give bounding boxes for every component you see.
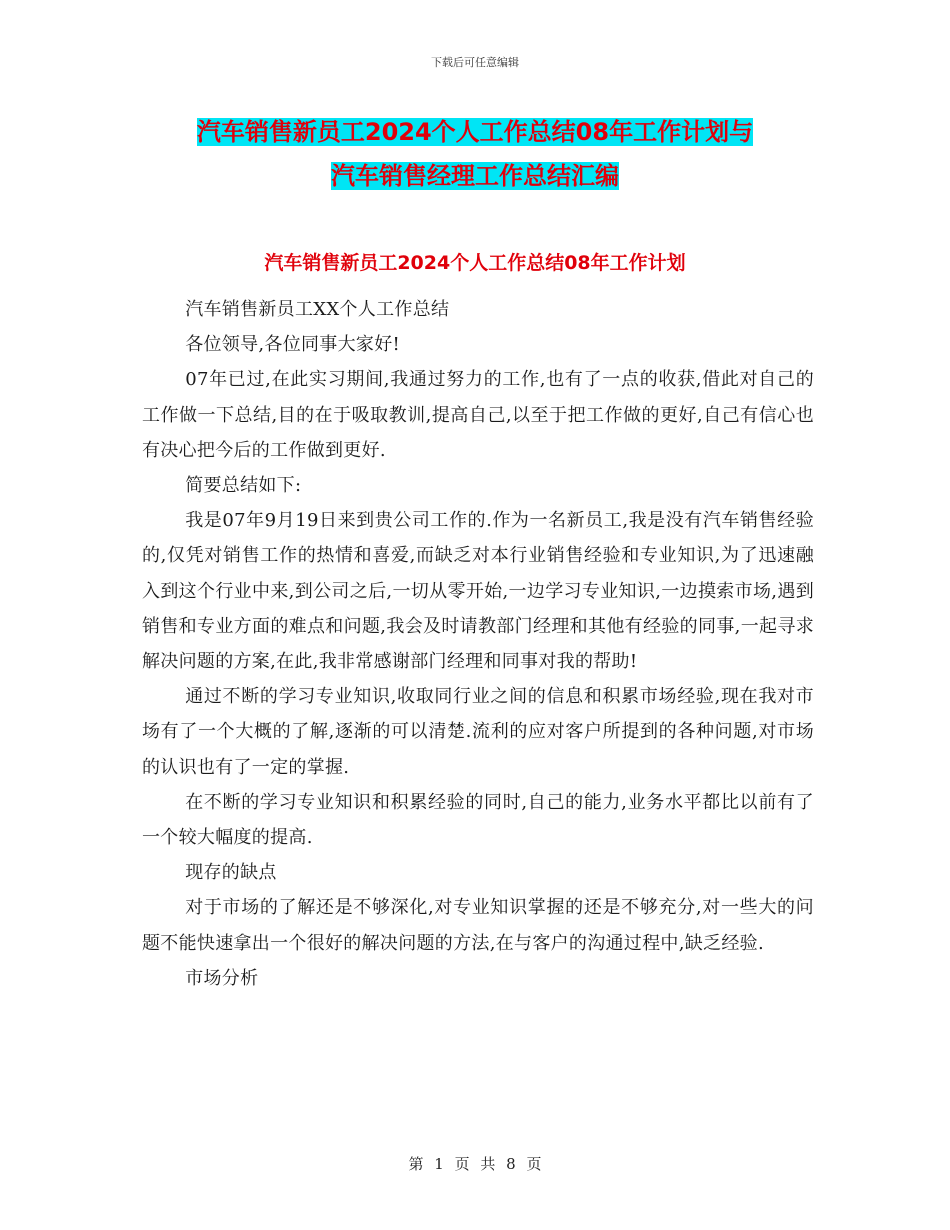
header-note: 下载后可任意编辑 (431, 56, 519, 69)
paragraph: 简要总结如下: (185, 475, 302, 497)
paragraph: 我是07年9月19日来到贵公司工作的.作为一名新员工,我是没有汽车销售经验的,仅凭对销售工作的热情和喜爱,而缺乏对本行业销售经验和专业知识,为了迅速融入到这个行业中来,到公司之后,一切从零开始,一边学习专业知识,一边摸索市场,遇到销售和专业方面的难点和问题,我会及时请教部门经理和其他有经验的同事,一起寻求解决问题的方案,在此,我非常感谢部门经理和同事对我的帮助! (142, 510, 814, 673)
paragraph: 对于市场的了解还是不够深化,对专业知识掌握的还是不够充分,对一些大的问题不能快速拿出一个很好的解决问题的方法,在与客户的沟通过程中,缺乏经验. (142, 897, 814, 954)
paragraph: 各位领导,各位同事大家好! (185, 334, 401, 356)
document-title-line-1: 汽车销售新员工2024个人工作总结08年工作计划与 (196, 118, 754, 146)
paragraph: 汽车销售新员工XX个人工作总结 (185, 299, 450, 320)
document-body (142, 292, 814, 996)
section-title: 汽车销售新员工2024个人工作总结08年工作计划 (264, 252, 686, 274)
page-number: 第 1 页 共 8 页 (408, 1155, 542, 1173)
paragraph: 在不断的学习专业知识和积累经验的同时,自己的能力,业务水平都比以前有了一个较大幅度的提高. (142, 791, 814, 849)
paragraph: 现存的缺点 (185, 862, 277, 884)
paragraph: 通过不断的学习专业知识,收取同行业之间的信息和积累市场经验,现在我对市场有了一个大概的了解,逐渐的可以清楚.流利的应对客户所提到的各种问题,对市场的认识也有了一定的掌握. (142, 686, 814, 778)
document-title-line-2: 汽车销售经理工作总结汇编 (331, 162, 619, 190)
paragraph: 07年已过,在此实习期间,我通过努力的工作,也有了一点的收获,借此对自己的工作做一下总结,目的在于吸取教训,提高自己,以至于把工作做的更好,自己有信心也有决心把今后的工作做到更好. (142, 369, 814, 461)
document-title (100, 110, 850, 198)
paragraph: 市场分析 (185, 967, 259, 989)
